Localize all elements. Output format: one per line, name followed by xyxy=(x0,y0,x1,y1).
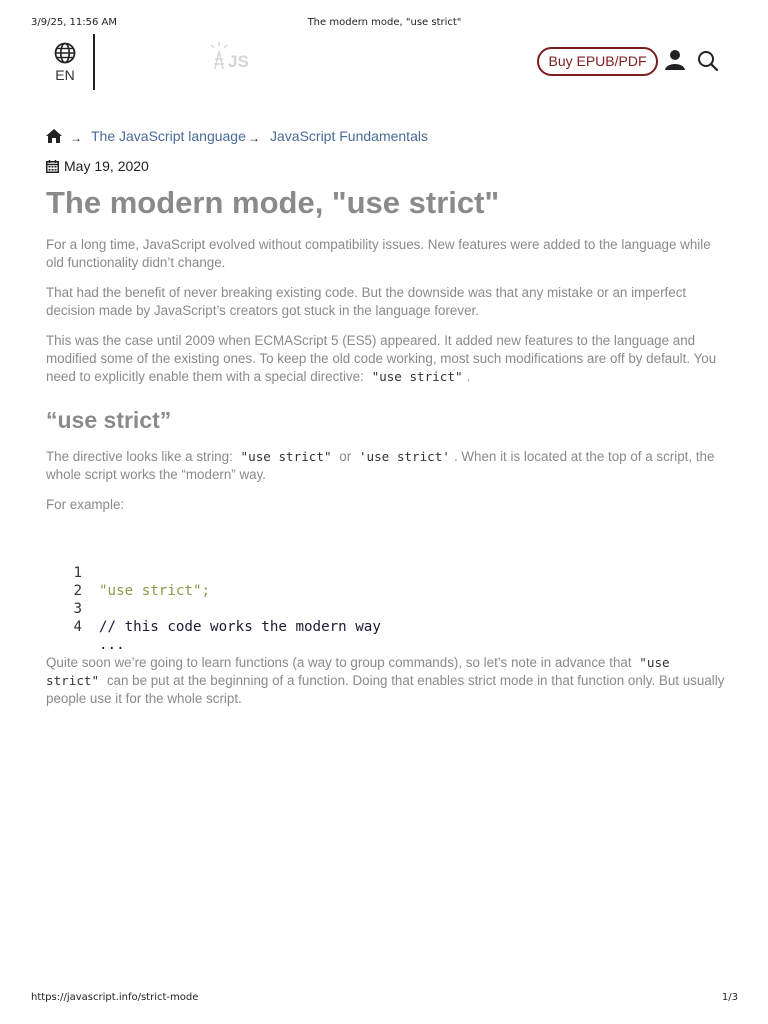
paragraph-directive xyxy=(46,448,726,484)
paragraph-es5-end: . xyxy=(466,369,471,384)
logo-icon xyxy=(206,42,254,72)
breadcrumb-home[interactable] xyxy=(46,129,62,146)
breadcrumb-item-javascript-language[interactable] xyxy=(91,128,246,144)
paragraph-intro: For a long time, JavaScript evolved without compatibility issues. New features were added to the language while old functionality didn’t change. xyxy=(46,237,711,270)
paragraph-benefit: That had the benefit of never breaking existing code. But the downside was that any mistake or an imperfect decision made by JavaScript’s creators got stuck in the language forever. xyxy=(46,285,687,318)
site-header xyxy=(0,34,768,92)
breadcrumb-arrow: → xyxy=(248,131,260,145)
code-text: ... xyxy=(99,637,125,653)
print-doc-title: The modern mode, "use strict" xyxy=(307,17,462,28)
paragraph-functions-end: can be put at the beginning of a function. Doing that enables strict mode in that function only. But usually people use it for the whole script. xyxy=(46,673,725,706)
code-line xyxy=(46,564,82,599)
inline-code: "use strict" xyxy=(371,369,463,384)
paragraph-example-label: For example: xyxy=(46,497,125,512)
print-header xyxy=(31,17,738,31)
paragraph-directive-end: . When it is located at the top of a script, the whole script works the “modern” way. xyxy=(46,449,715,482)
page-title: The modern mode, "use strict" xyxy=(46,185,500,220)
code-block[interactable] xyxy=(46,546,726,653)
paragraph-es5 xyxy=(46,332,726,386)
line-number: 2 xyxy=(73,583,82,599)
breadcrumb-link[interactable]: The JavaScript language xyxy=(91,128,246,144)
article-date-text: May 19, 2020 xyxy=(64,158,149,174)
breadcrumb-arrow: → xyxy=(70,131,82,145)
section-title: “use strict” xyxy=(46,407,172,433)
language-switcher[interactable] xyxy=(50,42,80,83)
user-icon xyxy=(664,49,686,71)
calendar-icon xyxy=(46,160,59,173)
line-number: 1 xyxy=(73,565,82,581)
home-icon xyxy=(46,129,62,143)
paragraph-functions xyxy=(46,654,726,708)
user-button[interactable] xyxy=(664,49,686,71)
header-divider xyxy=(93,34,95,90)
print-footer xyxy=(31,992,738,1006)
code-string: "use strict" xyxy=(99,583,202,599)
code-comment: // this code works the modern way xyxy=(99,619,381,635)
site-logo[interactable] xyxy=(206,42,254,72)
line-number: 4 xyxy=(73,619,82,635)
breadcrumb-link[interactable]: JavaScript Fundamentals xyxy=(270,128,428,144)
search-icon xyxy=(697,50,719,72)
paragraph-functions-text: Quite soon we’re going to learn functions (a way to group commands), so let’s note in advance that xyxy=(46,655,632,670)
paragraph-directive-or: or xyxy=(339,449,352,464)
line-number: 3 xyxy=(73,601,82,617)
print-page-number: 1/3 xyxy=(721,992,738,1003)
print-url: https://javascript.info/strict-mode xyxy=(31,992,199,1003)
buy-epub-pdf-button[interactable]: Buy EPUB/PDF xyxy=(537,47,658,76)
code-line xyxy=(46,600,125,653)
print-datetime: 3/9/25, 11:56 AM xyxy=(31,17,118,28)
logo-text: JS xyxy=(228,52,249,71)
breadcrumb-item-javascript-fundamentals[interactable] xyxy=(270,128,428,144)
paragraph-es5-text: This was the case until 2009 when ECMAScript 5 (ES5) appeared. It added new features to the language and modified some of the existing ones. To keep the old code working, most such modifications are off by default. You need to explicitly enable them with a special directive: xyxy=(46,333,717,384)
inline-code: 'use strict' xyxy=(358,449,450,464)
code-line xyxy=(46,546,211,599)
search-button[interactable] xyxy=(697,50,719,72)
language-label: EN xyxy=(55,67,75,83)
inline-code: "use strict" xyxy=(46,655,670,688)
paragraph-directive-text: The directive looks like a string: xyxy=(46,449,233,464)
globe-icon xyxy=(54,42,76,64)
inline-code: "use strict" xyxy=(240,449,332,464)
code-punctuation: ; xyxy=(201,583,211,599)
